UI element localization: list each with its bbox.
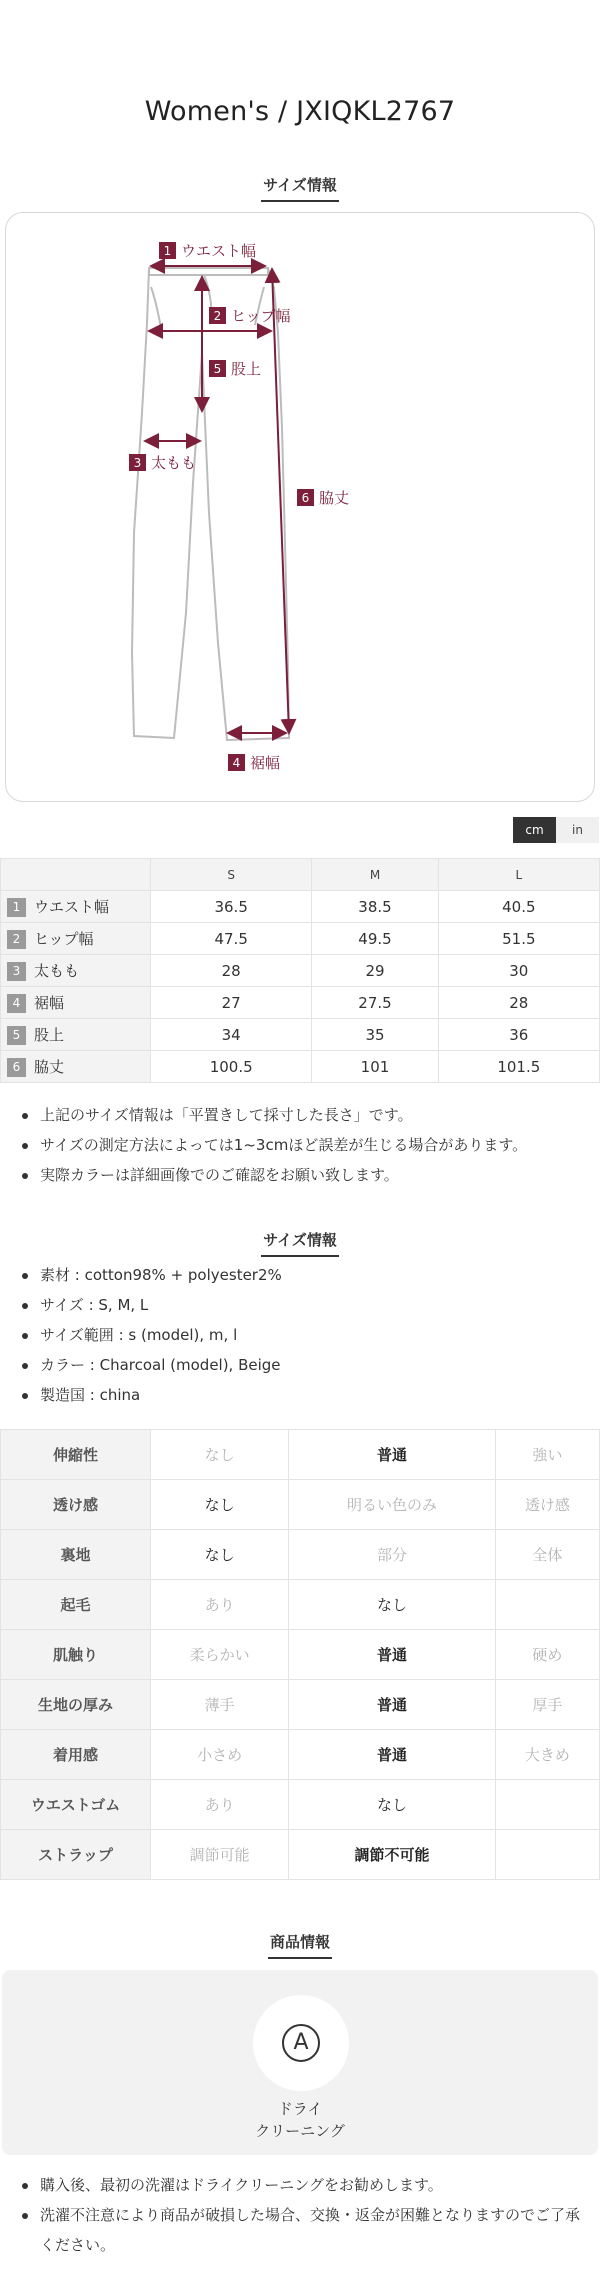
table-row: [1, 1680, 600, 1730]
fabric-option: 透け感: [495, 1480, 599, 1530]
list-item: 洗濯不注意により商品が破損した場合、交換・返金が困難となりますのでご了承ください。: [22, 2200, 592, 2260]
fabric-row-label: ウエストゴム: [1, 1780, 151, 1830]
svg-text:ヒップ幅: ヒップ幅: [231, 307, 291, 325]
fabric-option: なし: [289, 1580, 495, 1630]
svg-text:脇丈: 脇丈: [319, 489, 350, 507]
fabric-option: 調節可能: [151, 1830, 289, 1880]
product-section-title: サイズ情報: [261, 1229, 339, 1257]
table-row: [1, 1430, 600, 1480]
svg-text:ウエスト幅: ウエスト幅: [181, 242, 257, 260]
fabric-option: 薄手: [151, 1680, 289, 1730]
row-label: 3 太もも: [1, 955, 151, 987]
fabric-row-label: 伸縮性: [1, 1430, 151, 1480]
list-item: サイズ範囲 : s (model), m, l: [22, 1320, 592, 1350]
list-item: 実際カラーは詳細画像でのご確認をお願い致します。: [22, 1160, 592, 1190]
fabric-option: 硬め: [495, 1630, 599, 1680]
unit-cm-button[interactable]: cm: [513, 817, 556, 843]
label-waist: [159, 242, 256, 260]
table-cell: 30: [438, 955, 599, 987]
table-cell: 38.5: [312, 891, 438, 923]
table-row: [1, 1019, 600, 1051]
svg-text:5: 5: [213, 362, 222, 376]
fabric-option: 柔らかい: [151, 1630, 289, 1680]
list-item: 素材 : cotton98% + polyester2%: [22, 1260, 592, 1290]
fabric-option: あり: [151, 1780, 289, 1830]
fabric-option: 普通: [289, 1730, 495, 1780]
svg-text:4: 4: [232, 756, 241, 770]
unit-toggle: [513, 817, 599, 843]
table-cell: 40.5: [438, 891, 599, 923]
svg-text:裾幅: 裾幅: [250, 754, 281, 772]
fabric-option: [495, 1580, 599, 1630]
table-row: [1, 987, 600, 1019]
fabric-option: 普通: [289, 1630, 495, 1680]
table-row: [1, 891, 600, 923]
table-cell: 51.5: [438, 923, 599, 955]
fabric-table: [0, 1429, 600, 1880]
label-length: [297, 489, 349, 507]
table-cell: 101.5: [438, 1051, 599, 1083]
fabric-option: [495, 1780, 599, 1830]
table-cell: 36: [438, 1019, 599, 1051]
row-label: 1 ウエスト幅: [1, 891, 151, 923]
table-row: [1, 1051, 600, 1083]
size-notes: [22, 1100, 592, 1190]
care-label-line2: クリーニング: [255, 2122, 345, 2140]
table-cell: 28: [438, 987, 599, 1019]
fabric-row-label: 裏地: [1, 1530, 151, 1580]
care-section-heading: [0, 1931, 600, 1959]
fabric-option: 明るい色のみ: [289, 1480, 495, 1530]
table-cell: 100.5: [151, 1051, 312, 1083]
table-cell: 27: [151, 987, 312, 1019]
list-item: カラー : Charcoal (model), Beige: [22, 1350, 592, 1380]
fabric-option: 小さめ: [151, 1730, 289, 1780]
fabric-option: あり: [151, 1580, 289, 1630]
fabric-row-label: 生地の厚み: [1, 1680, 151, 1730]
table-row: [1, 923, 600, 955]
list-item: サイズの測定方法によっては1~3cmほど誤差が生じる場合があります。: [22, 1130, 592, 1160]
label-hip: [209, 307, 291, 325]
dry-clean-icon: A: [282, 2024, 320, 2062]
table-row: [1, 1530, 600, 1580]
fabric-option: 普通: [289, 1430, 495, 1480]
fabric-row-label: ストラップ: [1, 1830, 151, 1880]
list-item: 購入後、最初の洗濯はドライクリーニングをお勧めします。: [22, 2170, 592, 2200]
fabric-option: なし: [151, 1480, 289, 1530]
svg-text:股上: 股上: [231, 360, 262, 378]
fabric-option: 部分: [289, 1530, 495, 1580]
fabric-option: 調節不可能: [289, 1830, 495, 1880]
fabric-row-label: 透け感: [1, 1480, 151, 1530]
table-cell: 36.5: [151, 891, 312, 923]
label-thigh: [129, 454, 196, 472]
product-details: [22, 1260, 592, 1410]
pants-outline: [132, 268, 289, 740]
row-label: 2 ヒップ幅: [1, 923, 151, 955]
list-item: サイズ : S, M, L: [22, 1290, 592, 1320]
table-cell: 35: [312, 1019, 438, 1051]
table-cell: 29: [312, 955, 438, 987]
fabric-option: 強い: [495, 1430, 599, 1480]
pants-illustration: [6, 213, 596, 803]
table-row: [1, 1830, 600, 1880]
table-cell: 49.5: [312, 923, 438, 955]
table-cell: 28: [151, 955, 312, 987]
product-section-heading: [0, 1229, 600, 1257]
svg-text:太もも: 太もも: [151, 454, 197, 472]
table-cell: 34: [151, 1019, 312, 1051]
svg-text:6: 6: [301, 491, 310, 505]
fabric-option: なし: [151, 1430, 289, 1480]
care-label-line1: ドライ: [277, 2100, 323, 2118]
size-section-title: サイズ情報: [261, 174, 339, 202]
size-column-l: L: [438, 859, 599, 891]
table-row: [1, 1630, 600, 1680]
care-notes: [22, 2170, 592, 2260]
fabric-option: 厚手: [495, 1680, 599, 1730]
fabric-row-label: 肌触り: [1, 1630, 151, 1680]
table-row: [1, 1480, 600, 1530]
svg-text:2: 2: [213, 309, 222, 323]
list-item: 製造国 : china: [22, 1380, 592, 1410]
table-cell: 101: [312, 1051, 438, 1083]
page-title: Women's / JXIQKL2767: [144, 96, 456, 127]
table-row: [1, 955, 600, 987]
size-diagram: [5, 212, 595, 802]
table-row: [1, 1780, 600, 1830]
fabric-option: なし: [289, 1780, 495, 1830]
table-row: [1, 1580, 600, 1630]
row-label: 6 脇丈: [1, 1051, 151, 1083]
care-box: [2, 1970, 598, 2155]
table-row: [1, 1730, 600, 1780]
size-section-heading: [0, 174, 600, 202]
size-column-m: M: [312, 859, 438, 891]
fabric-option: なし: [151, 1530, 289, 1580]
fabric-option: [495, 1830, 599, 1880]
fabric-option: 普通: [289, 1680, 495, 1730]
size-table: [0, 858, 600, 1083]
fabric-row-label: 起毛: [1, 1580, 151, 1630]
table-cell: 47.5: [151, 923, 312, 955]
svg-text:3: 3: [133, 456, 142, 470]
label-hem: [228, 754, 280, 772]
size-column-s: S: [151, 859, 312, 891]
size-table-header: [1, 859, 600, 891]
care-icon-circle: [253, 1995, 349, 2091]
table-cell: 27.5: [312, 987, 438, 1019]
size-table-corner: [1, 859, 151, 891]
unit-in-button[interactable]: in: [556, 817, 599, 843]
care-section-title: 商品情報: [268, 1931, 332, 1959]
list-item: 上記のサイズ情報は「平置きして採寸した長さ」です。: [22, 1100, 592, 1130]
fabric-option: 全体: [495, 1530, 599, 1580]
fabric-option: 大きめ: [495, 1730, 599, 1780]
fabric-row-label: 着用感: [1, 1730, 151, 1780]
svg-text:1: 1: [163, 244, 172, 258]
label-rise: [209, 360, 261, 378]
row-label: 5 股上: [1, 1019, 151, 1051]
row-label: 4 裾幅: [1, 987, 151, 1019]
